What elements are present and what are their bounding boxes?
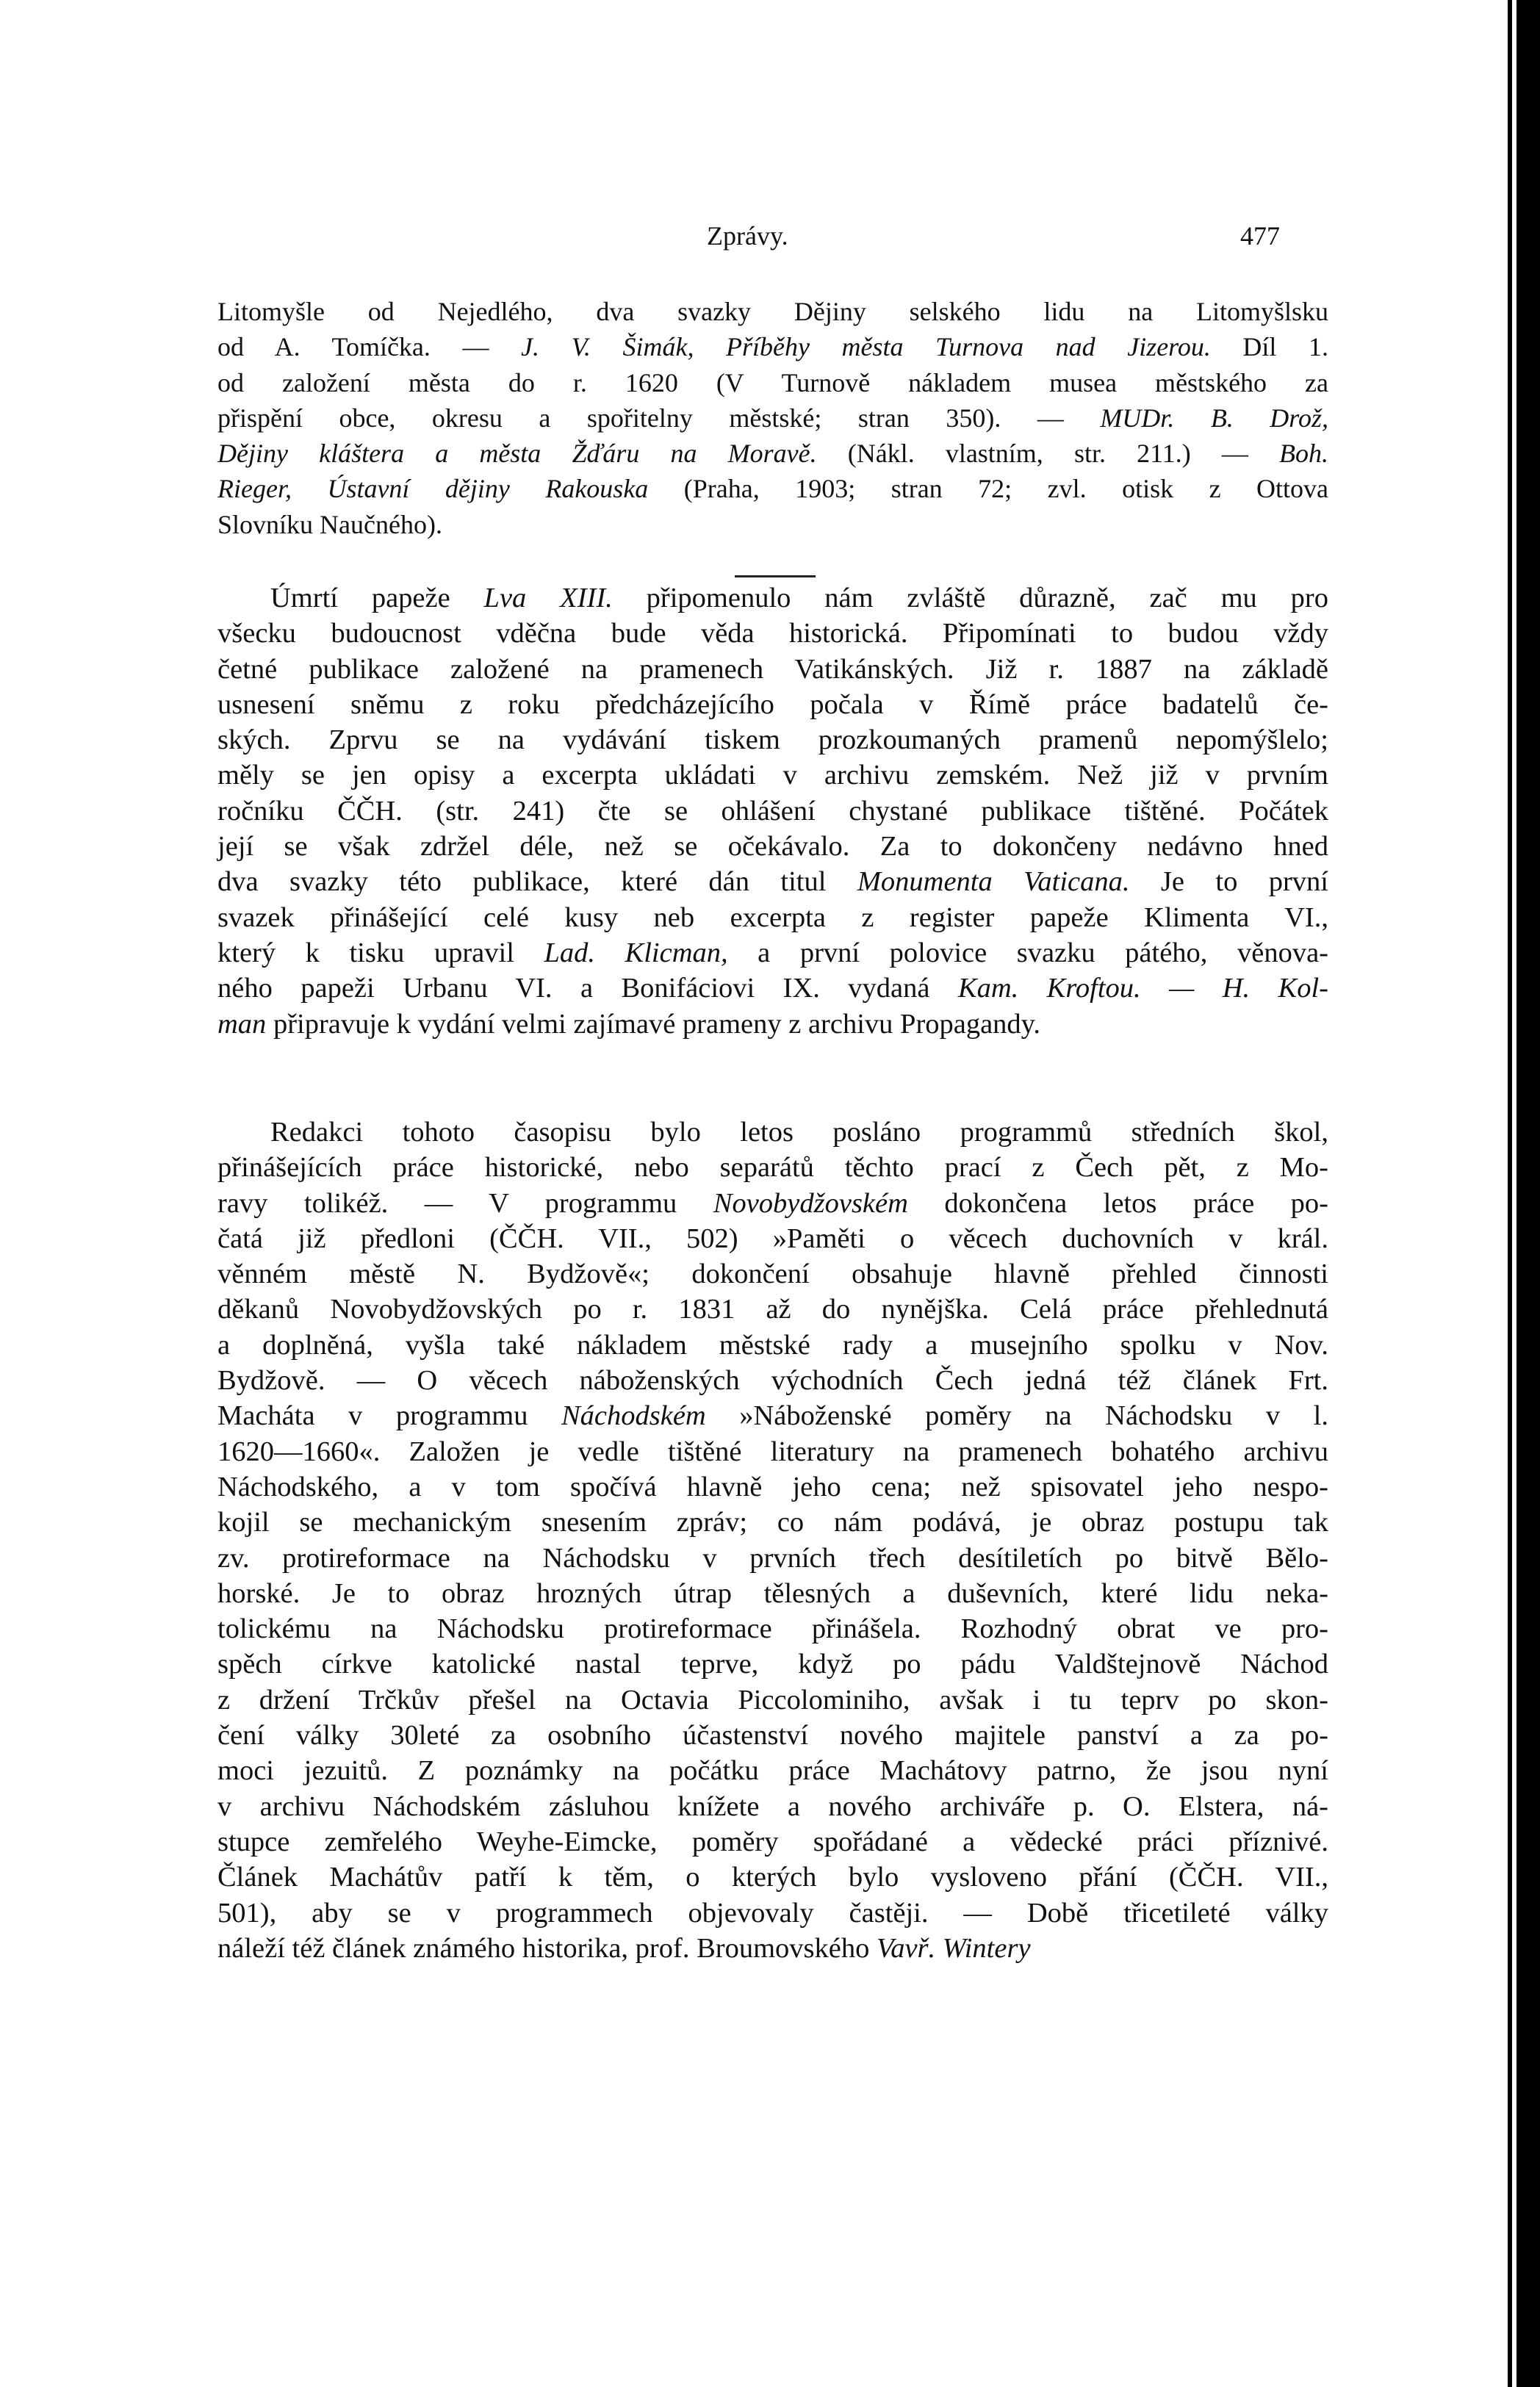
text-run: tolickému na Náchodsku protireformace přinášela. Rozhodný obrat ve pro- [217,1613,1328,1645]
italic-text: Novobydžovském [713,1187,908,1219]
text-line [217,1115,1328,1150]
text-line [217,1895,1328,1931]
text-run: ských. Zprvu se na vydávání tiskem prozkoumaných pramenů nepomýšlelo; [217,724,1328,756]
italic-text: Dějiny kláštera a města Žďáru na Moravě. [217,439,817,469]
text-line [217,580,1328,616]
text-line [217,1611,1328,1646]
text-run: »Náboženské poměry na Náchodsku v l. [705,1400,1328,1432]
text-line [217,1505,1328,1540]
text-run: a doplněná, vyšla také nákladem městské rady a musejního spolku v Nov. [217,1329,1328,1361]
section-separator-rule [735,575,816,577]
text-run: Článek Machátův patří k těm, o kterých bylo vysloveno přání (ČČH. VII., [217,1862,1328,1893]
text-run: dva svazky této publikace, které dán titul [217,866,857,898]
text-run: stupce zemřelého Weyhe-Eimcke, poměry spořádané a vědecké práci příznivé. [217,1826,1328,1857]
italic-text: Monumenta Vaticana. [857,866,1130,898]
italic-text: Náchodském [561,1400,706,1432]
text-run: připomenulo nám zvláště důrazně, zač mu pro [612,583,1328,613]
text-run: dokončena letos práce po- [907,1187,1328,1219]
text-line [217,793,1328,829]
text-run: od založení města do r. 1620 (V Turnově nákladem musea městského za [217,367,1328,397]
text-run: Redakci tohoto časopisu bylo letos posláno programmů středních škol, [270,1117,1328,1148]
text-run: svazek přinášející celé kusy neb excerpta z register papeže Klimenta VI., [217,901,1328,933]
text-line [217,1434,1328,1469]
text-run: (Nákl. vlastním, str. 211.) — [816,439,1279,469]
text-run: Macháta v programmu [217,1400,561,1432]
text-line [217,1789,1328,1824]
text-line [217,900,1328,935]
text-run: Slovníku Naučného). [217,509,442,539]
paragraph-school-programmes [217,1115,1328,1966]
text-run: a první polovice svazku pátého, věnova- [727,937,1328,968]
paragraph-monumenta-vaticana [217,580,1328,1042]
text-run: (Praha, 1903; stran 72; zvl. otisk z Ottova [648,474,1328,504]
text-line [217,829,1328,864]
text-line [217,1363,1328,1398]
text-line [217,1541,1328,1576]
text-line [217,1007,1328,1042]
text-line [217,1753,1328,1788]
italic-text: J. V. Šimák, Příběhy města Turnova nad Jizerou. [521,332,1211,362]
text-line [217,436,1328,471]
text-run: její se však zdržel déle, než se očekávalo. Za to dokončeny nedávno hned [217,831,1328,863]
text-run: měly se jen opisy a excerpta ukládati v archivu zemském. Než již v prvním [217,760,1328,791]
text-line [217,935,1328,971]
text-run: usnesení sněmu z roku předcházejícího počala v Římě práce badatelů če- [217,688,1328,720]
italic-text: man [217,1008,267,1040]
running-header-title: Zprávy. [707,221,788,251]
text-run: přispění obce, okresu a spořitelny městské; stran 350). — [217,403,1101,433]
text-line [217,1718,1328,1753]
text-run: zv. protireformace na Náchodsku v prvních třech desítiletích po bitvě Bělo- [217,1542,1328,1574]
text-line [217,722,1328,757]
text-run: 1620—1660«. Založen je vedle tištěné literatury na pramenech bohatého archivu [217,1436,1328,1467]
text-run: ného papeži Urbanu VI. a Bonifáciovi IX. vydaná [217,973,958,1004]
text-run: moci jezuitů. Z poznámky na počátku práce Machátovy patrno, že jsou nyní [217,1755,1328,1787]
text-line [217,365,1328,400]
page-number: 477 [1240,221,1280,251]
paragraph-book-notices [217,294,1328,542]
text-line [217,1186,1328,1221]
text-line [217,471,1328,506]
text-line [217,1221,1328,1256]
text-run: Díl 1. [1210,332,1328,362]
text-run: náleží též článek známého historika, prof. Broumovského [217,1932,877,1964]
text-line [217,1859,1328,1895]
text-run: přinášejících práce historické, nebo separátů těchto prací z Čech pět, z Mo- [217,1152,1328,1184]
scan-border-line [1512,0,1516,2387]
italic-text: Lad. Klicman, [544,937,728,968]
text-line [217,687,1328,722]
text-line [217,1931,1328,1966]
text-line [217,294,1328,329]
text-run: v archivu Náchodském zásluhou knížete a nového archiváře p. O. Elstera, ná- [217,1790,1328,1822]
text-line [217,1150,1328,1185]
text-run: všecku budoucnost vděčna bude věda historická. Připomínati to budou vždy [217,618,1328,649]
text-line [217,864,1328,899]
text-run: horské. Je to obraz hrozných útrap tělesných a duševních, které lidu neka- [217,1577,1328,1609]
italic-text: Vavř. Wintery [876,1932,1031,1964]
text-run: ravy tolikéž. — V programmu [217,1187,713,1219]
text-line [217,400,1328,436]
text-line [217,1682,1328,1718]
text-line [217,1398,1328,1433]
text-run: čatá již předloni (ČČH. VII., 502) »Paměti o věcech duchovních v král. [217,1223,1328,1254]
text-run: věnném městě N. Bydžově«; dokončení obsahuje hlavně přehled činnosti [217,1259,1328,1290]
text-run: kojil se mechanickým snesením zpráv; co nám podává, je obraz postupu tak [217,1507,1328,1538]
italic-text: Rieger, Ústavní dějiny Rakouska [217,474,649,504]
text-line [217,971,1328,1006]
text-run: Bydžově. — O věcech náboženských východních Čech jedná též článek Frt. [217,1365,1328,1397]
text-run: který k tisku upravil [217,937,544,968]
text-run: četné publikace založené na pramenech Vatikánských. Již r. 1887 na základě [217,653,1328,685]
italic-text: Kam. Kroftou. — H. Kol- [957,973,1328,1004]
text-line [217,757,1328,793]
italic-text: Boh. [1279,439,1328,469]
text-line [217,616,1328,651]
text-run: z držení Trčkův přešel na Octavia Piccolominiho, avšak i tu teprv po skon- [217,1684,1328,1715]
text-line [217,1576,1328,1611]
text-run: čení války 30leté za osobního účastenství nového majitele panství a za po- [217,1720,1328,1751]
italic-text: MUDr. B. Drož, [1100,403,1328,433]
text-line [217,507,1328,542]
text-line [217,1292,1328,1327]
text-run: děkanů Novobydžovských po r. 1831 až do nynějška. Celá práce přehlednutá [217,1294,1328,1325]
text-run: Náchodského, a v tom spočívá hlavně jeho cena; než spisovatel jeho nespo- [217,1471,1328,1502]
text-line [217,1256,1328,1292]
text-run: připravuje k vydání velmi zajímavé prameny z archivu Propagandy. [266,1008,1041,1040]
italic-text: Lva XIII. [483,583,613,613]
text-line [217,1469,1328,1505]
text-line [217,652,1328,687]
text-run: spěch církve katolické nastal teprve, když po pádu Valdštejnově Náchod [217,1649,1328,1680]
text-run: Úmrtí papeže [270,583,484,613]
text-run: Je to první [1129,866,1328,898]
text-line [217,1646,1328,1682]
text-line [217,329,1328,364]
text-line [217,1824,1328,1859]
text-run: Litomyšle od Nejedlého, dva svazky Dějiny selského lidu na Litomyšlsku [217,297,1328,326]
text-line [217,1328,1328,1363]
text-run: 501), aby se v programmech objevovaly častěji. — Době třicetileté války [217,1897,1328,1929]
text-run: ročníku ČČH. (str. 241) čte se ohlášení chystané publikace tištěné. Počátek [217,795,1328,827]
text-run: od A. Tomíčka. — [217,332,522,362]
